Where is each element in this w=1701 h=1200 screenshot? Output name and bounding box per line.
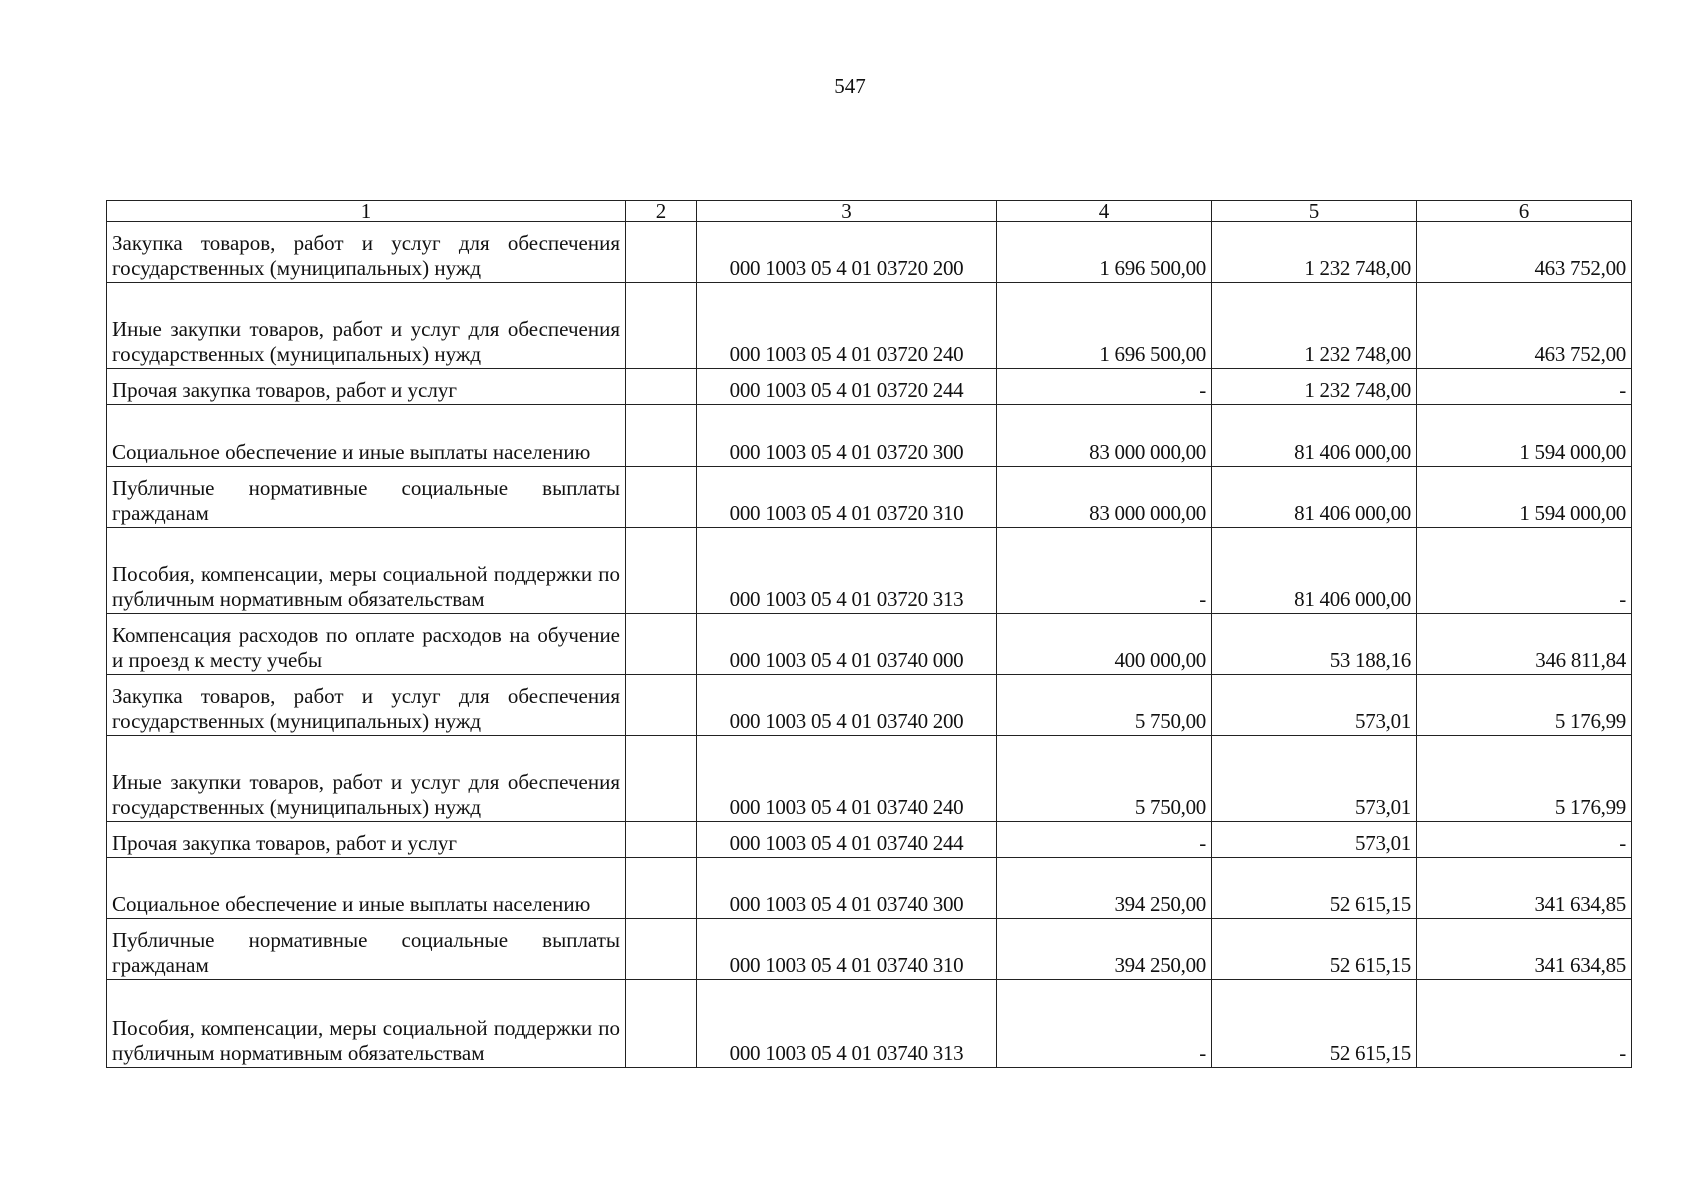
table-row	[107, 222, 1632, 283]
row-unexecuted: 463 752,00	[1417, 222, 1632, 283]
row-budget-code: 000 1003 05 4 01 03720 244	[697, 369, 997, 405]
row-approved: 1 696 500,00	[997, 222, 1212, 283]
row-budget-code: 000 1003 05 4 01 03740 244	[697, 822, 997, 858]
row-unexecuted: 5 176,99	[1417, 675, 1632, 736]
column-header: 6	[1417, 201, 1632, 222]
row-approved: 83 000 000,00	[997, 467, 1212, 528]
row-approved: 5 750,00	[997, 675, 1212, 736]
row-budget-code: 000 1003 05 4 01 03720 240	[697, 283, 997, 369]
row-line-code	[626, 528, 697, 614]
table-row	[107, 858, 1632, 919]
row-budget-code: 000 1003 05 4 01 03740 200	[697, 675, 997, 736]
row-unexecuted: -	[1417, 822, 1632, 858]
row-name: Публичные нормативные социальные выплаты гражданам	[107, 467, 626, 528]
row-name: Закупка товаров, работ и услуг для обеспечения государственных (муниципальных) нужд	[107, 222, 626, 283]
table-row	[107, 822, 1632, 858]
row-budget-code: 000 1003 05 4 01 03720 300	[697, 405, 997, 467]
row-executed: 52 615,15	[1212, 919, 1417, 980]
table-row	[107, 283, 1632, 369]
row-executed: 1 232 748,00	[1212, 283, 1417, 369]
row-unexecuted: 1 594 000,00	[1417, 467, 1632, 528]
row-executed: 52 615,15	[1212, 858, 1417, 919]
row-line-code	[626, 919, 697, 980]
row-unexecuted: 341 634,85	[1417, 919, 1632, 980]
row-approved: -	[997, 528, 1212, 614]
table-row	[107, 675, 1632, 736]
row-approved: -	[997, 822, 1212, 858]
table-header-row	[107, 201, 1632, 222]
row-line-code	[626, 736, 697, 822]
row-line-code	[626, 467, 697, 528]
row-budget-code: 000 1003 05 4 01 03740 300	[697, 858, 997, 919]
row-line-code	[626, 858, 697, 919]
expenditure-table	[106, 200, 1632, 1068]
row-approved: 400 000,00	[997, 614, 1212, 675]
row-unexecuted: -	[1417, 369, 1632, 405]
row-executed: 1 232 748,00	[1212, 369, 1417, 405]
row-unexecuted: -	[1417, 980, 1632, 1068]
table-row	[107, 919, 1632, 980]
row-unexecuted: 341 634,85	[1417, 858, 1632, 919]
row-name: Социальное обеспечение и иные выплаты населению	[107, 858, 626, 919]
column-header: 3	[697, 201, 997, 222]
row-executed: 81 406 000,00	[1212, 467, 1417, 528]
row-budget-code: 000 1003 05 4 01 03720 313	[697, 528, 997, 614]
row-name: Закупка товаров, работ и услуг для обеспечения государственных (муниципальных) нужд	[107, 675, 626, 736]
row-unexecuted: 5 176,99	[1417, 736, 1632, 822]
table-row	[107, 614, 1632, 675]
row-line-code	[626, 675, 697, 736]
row-approved: 394 250,00	[997, 919, 1212, 980]
column-header: 4	[997, 201, 1212, 222]
row-line-code	[626, 980, 697, 1068]
row-name: Иные закупки товаров, работ и услуг для обеспечения государственных (муниципальных) нужд	[107, 736, 626, 822]
row-name: Прочая закупка товаров, работ и услуг	[107, 822, 626, 858]
row-name: Пособия, компенсации, меры социальной поддержки по публичным нормативным обязательствам	[107, 980, 626, 1068]
row-approved: -	[997, 369, 1212, 405]
row-line-code	[626, 822, 697, 858]
row-budget-code: 000 1003 05 4 01 03720 200	[697, 222, 997, 283]
row-executed: 573,01	[1212, 675, 1417, 736]
row-executed: 81 406 000,00	[1212, 405, 1417, 467]
row-name: Социальное обеспечение и иные выплаты населению	[107, 405, 626, 467]
row-executed: 573,01	[1212, 736, 1417, 822]
row-line-code	[626, 283, 697, 369]
row-budget-code: 000 1003 05 4 01 03740 000	[697, 614, 997, 675]
row-line-code	[626, 614, 697, 675]
row-unexecuted: -	[1417, 528, 1632, 614]
table-row	[107, 528, 1632, 614]
row-approved: 5 750,00	[997, 736, 1212, 822]
row-budget-code: 000 1003 05 4 01 03720 310	[697, 467, 997, 528]
row-budget-code: 000 1003 05 4 01 03740 240	[697, 736, 997, 822]
row-budget-code: 000 1003 05 4 01 03740 310	[697, 919, 997, 980]
column-header: 1	[107, 201, 626, 222]
column-header: 5	[1212, 201, 1417, 222]
row-approved: -	[997, 980, 1212, 1068]
row-executed: 53 188,16	[1212, 614, 1417, 675]
row-unexecuted: 346 811,84	[1417, 614, 1632, 675]
table-row	[107, 736, 1632, 822]
row-executed: 573,01	[1212, 822, 1417, 858]
row-line-code	[626, 222, 697, 283]
row-approved: 394 250,00	[997, 858, 1212, 919]
column-header: 2	[626, 201, 697, 222]
row-unexecuted: 1 594 000,00	[1417, 405, 1632, 467]
row-name: Иные закупки товаров, работ и услуг для обеспечения государственных (муниципальных) нужд	[107, 283, 626, 369]
row-approved: 1 696 500,00	[997, 283, 1212, 369]
row-executed: 1 232 748,00	[1212, 222, 1417, 283]
row-name: Публичные нормативные социальные выплаты гражданам	[107, 919, 626, 980]
table-row	[107, 980, 1632, 1068]
table-row	[107, 467, 1632, 528]
row-budget-code: 000 1003 05 4 01 03740 313	[697, 980, 997, 1068]
row-name: Прочая закупка товаров, работ и услуг	[107, 369, 626, 405]
table-row	[107, 369, 1632, 405]
row-name: Пособия, компенсации, меры социальной поддержки по публичным нормативным обязательствам	[107, 528, 626, 614]
row-unexecuted: 463 752,00	[1417, 283, 1632, 369]
row-approved: 83 000 000,00	[997, 405, 1212, 467]
row-executed: 52 615,15	[1212, 980, 1417, 1068]
page-number: 547	[834, 74, 866, 98]
row-line-code	[626, 405, 697, 467]
row-name: Компенсация расходов по оплате расходов на обучение и проезд к месту учебы	[107, 614, 626, 675]
table-row	[107, 405, 1632, 467]
row-line-code	[626, 369, 697, 405]
row-executed: 81 406 000,00	[1212, 528, 1417, 614]
